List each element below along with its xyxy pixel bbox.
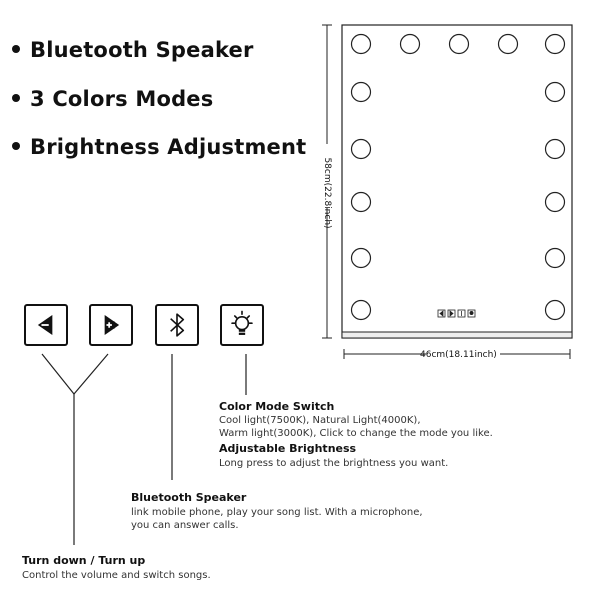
feature-label: Bluetooth Speaker	[30, 38, 254, 62]
height-label: 58cm(22.8inch)	[322, 157, 332, 229]
brightness-line-1: Long press to adjust the brightness you want.	[219, 458, 449, 469]
color-mode-line-2: Warm light(3000K), Click to change the mode you like.	[219, 428, 493, 439]
feature-label: 3 Colors Modes	[30, 87, 214, 111]
volume-line-1: Control the volume and switch songs.	[22, 570, 211, 581]
volume-title: Turn down / Turn up	[22, 554, 146, 567]
bluetooth-title: Bluetooth Speaker	[131, 491, 247, 504]
bluetooth-line-1: link mobile phone, play your song list. With a microphone,	[131, 507, 423, 518]
feature-label: Brightness Adjustment	[30, 135, 307, 159]
color-mode-line-1: Cool light(7500K), Natural Light(4000K),	[219, 415, 421, 426]
color-mode-title: Color Mode Switch	[219, 400, 335, 413]
bluetooth-line-2: you can answer calls.	[131, 520, 239, 531]
width-label: 46cm(18.11inch)	[420, 350, 497, 360]
brightness-title: Adjustable Brightness	[219, 442, 357, 455]
